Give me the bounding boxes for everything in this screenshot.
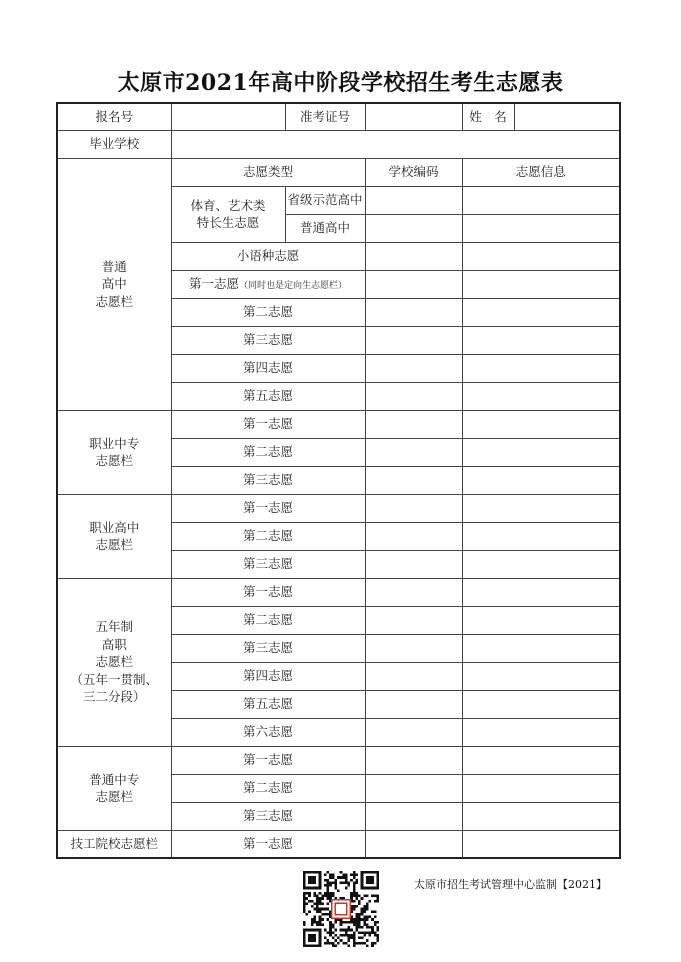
- school-code-cell[interactable]: [365, 354, 462, 382]
- choice-label: 第一志愿: [171, 578, 365, 606]
- choice-label: 第三志愿: [171, 326, 365, 354]
- page-title: 太原市2021年高中阶段学校招生考生志愿表: [117, 70, 564, 96]
- table-row: [57, 494, 620, 522]
- school-code-cell[interactable]: [365, 186, 462, 214]
- choice-label: 第五志愿: [171, 382, 365, 410]
- admission-no-field[interactable]: [365, 103, 462, 130]
- minor-language-label: 小语种志愿: [171, 242, 365, 270]
- info-cell[interactable]: [462, 494, 620, 522]
- school-code-cell[interactable]: [365, 550, 462, 578]
- name-field[interactable]: [514, 103, 620, 130]
- reg-no-label: 报名号: [57, 103, 171, 130]
- info-cell[interactable]: [462, 606, 620, 634]
- vocational-secondary-label: 职业中专 志愿栏: [57, 410, 171, 494]
- school-code-cell[interactable]: [365, 326, 462, 354]
- school-code-cell[interactable]: [365, 774, 462, 802]
- school-code-cell[interactable]: [365, 214, 462, 242]
- graduation-school-field[interactable]: [171, 130, 620, 158]
- info-cell[interactable]: [462, 410, 620, 438]
- school-row: [57, 130, 620, 158]
- school-code-cell[interactable]: [365, 662, 462, 690]
- technical-school-label: 技工院校志愿栏: [57, 830, 171, 858]
- info-cell[interactable]: [462, 214, 620, 242]
- info-cell[interactable]: [462, 522, 620, 550]
- info-cell[interactable]: [462, 438, 620, 466]
- info-cell[interactable]: [462, 662, 620, 690]
- info-cell[interactable]: [462, 466, 620, 494]
- info-cell[interactable]: [462, 298, 620, 326]
- choice-label: 第二志愿: [171, 438, 365, 466]
- info-cell[interactable]: [462, 690, 620, 718]
- choice-label: 第六志愿: [171, 718, 365, 746]
- info-cell[interactable]: [462, 550, 620, 578]
- header-row: [57, 103, 620, 130]
- info-cell[interactable]: [462, 830, 620, 858]
- info-cell[interactable]: [462, 634, 620, 662]
- five-year-label: 五年制 高职 志愿栏 （五年一贯制、 三二分段）: [57, 578, 171, 746]
- ordinary-high-label: 普通高中: [285, 214, 365, 242]
- graduation-school-label: 毕业学校: [57, 130, 171, 158]
- provincial-demo-label: 省级示范高中: [285, 186, 365, 214]
- first-choice-note: （同时也是定向生志愿栏）: [239, 281, 348, 292]
- school-code-cell[interactable]: [365, 522, 462, 550]
- info-cell[interactable]: [462, 578, 620, 606]
- info-cell[interactable]: [462, 186, 620, 214]
- choice-label: 第一志愿: [171, 746, 365, 774]
- choice-label: 第一志愿: [171, 494, 365, 522]
- info-cell[interactable]: [462, 718, 620, 746]
- supervision-note: 太原市招生考试管理中心监制【2021】: [414, 878, 607, 891]
- school-code-cell[interactable]: [365, 802, 462, 830]
- column-school-code-header: 学校编码: [365, 158, 462, 186]
- info-cell[interactable]: [462, 326, 620, 354]
- school-code-cell[interactable]: [365, 578, 462, 606]
- info-cell[interactable]: [462, 774, 620, 802]
- choice-label: 第二志愿: [171, 298, 365, 326]
- reg-no-field[interactable]: [171, 103, 285, 130]
- choice-label: 第三志愿: [171, 634, 365, 662]
- table-row: [57, 746, 620, 774]
- school-code-cell[interactable]: [365, 690, 462, 718]
- school-code-cell[interactable]: [365, 718, 462, 746]
- first-choice-label: [171, 270, 365, 298]
- choice-label: 第三志愿: [171, 550, 365, 578]
- school-code-cell[interactable]: [365, 494, 462, 522]
- qr-code-icon: [303, 871, 379, 947]
- choice-label: 第二志愿: [171, 774, 365, 802]
- name-label: 姓 名: [462, 103, 514, 130]
- ordinary-secondary-label: 普通中专 志愿栏: [57, 746, 171, 830]
- school-code-cell[interactable]: [365, 410, 462, 438]
- table-row: [57, 830, 620, 858]
- info-cell[interactable]: [462, 242, 620, 270]
- choice-label: 第一志愿: [171, 410, 365, 438]
- table-row: [57, 410, 620, 438]
- choice-label: 第四志愿: [171, 662, 365, 690]
- school-code-cell[interactable]: [365, 382, 462, 410]
- info-cell[interactable]: [462, 382, 620, 410]
- application-form-table: [56, 102, 621, 859]
- info-cell[interactable]: [462, 746, 620, 774]
- school-code-cell[interactable]: [365, 746, 462, 774]
- sports-arts-label: 体育、艺术类 特长生志愿: [171, 186, 285, 242]
- info-cell[interactable]: [462, 802, 620, 830]
- putong-section-label: 普通 高中 志愿栏: [57, 158, 171, 410]
- school-code-cell[interactable]: [365, 298, 462, 326]
- choice-label: 第四志愿: [171, 354, 365, 382]
- school-code-cell[interactable]: [365, 634, 462, 662]
- choice-label: 第五志愿: [171, 690, 365, 718]
- school-code-cell[interactable]: [365, 438, 462, 466]
- column-type-header: 志愿类型: [171, 158, 365, 186]
- column-header-row: [57, 158, 620, 186]
- choice-label: 第三志愿: [171, 466, 365, 494]
- admission-no-label: 准考证号: [285, 103, 365, 130]
- first-choice-text: 第一志愿: [188, 276, 239, 292]
- column-info-header: 志愿信息: [462, 158, 620, 186]
- school-code-cell[interactable]: [365, 830, 462, 858]
- choice-label: 第三志愿: [171, 802, 365, 830]
- choice-label: 第二志愿: [171, 606, 365, 634]
- info-cell[interactable]: [462, 270, 620, 298]
- choice-label: 第一志愿: [171, 830, 365, 858]
- choice-label: 第二志愿: [171, 522, 365, 550]
- school-code-cell[interactable]: [365, 270, 462, 298]
- school-code-cell[interactable]: [365, 242, 462, 270]
- table-row: [57, 578, 620, 606]
- info-cell[interactable]: [462, 354, 620, 382]
- school-code-cell[interactable]: [365, 466, 462, 494]
- school-code-cell[interactable]: [365, 606, 462, 634]
- vocational-high-label: 职业高中 志愿栏: [57, 494, 171, 578]
